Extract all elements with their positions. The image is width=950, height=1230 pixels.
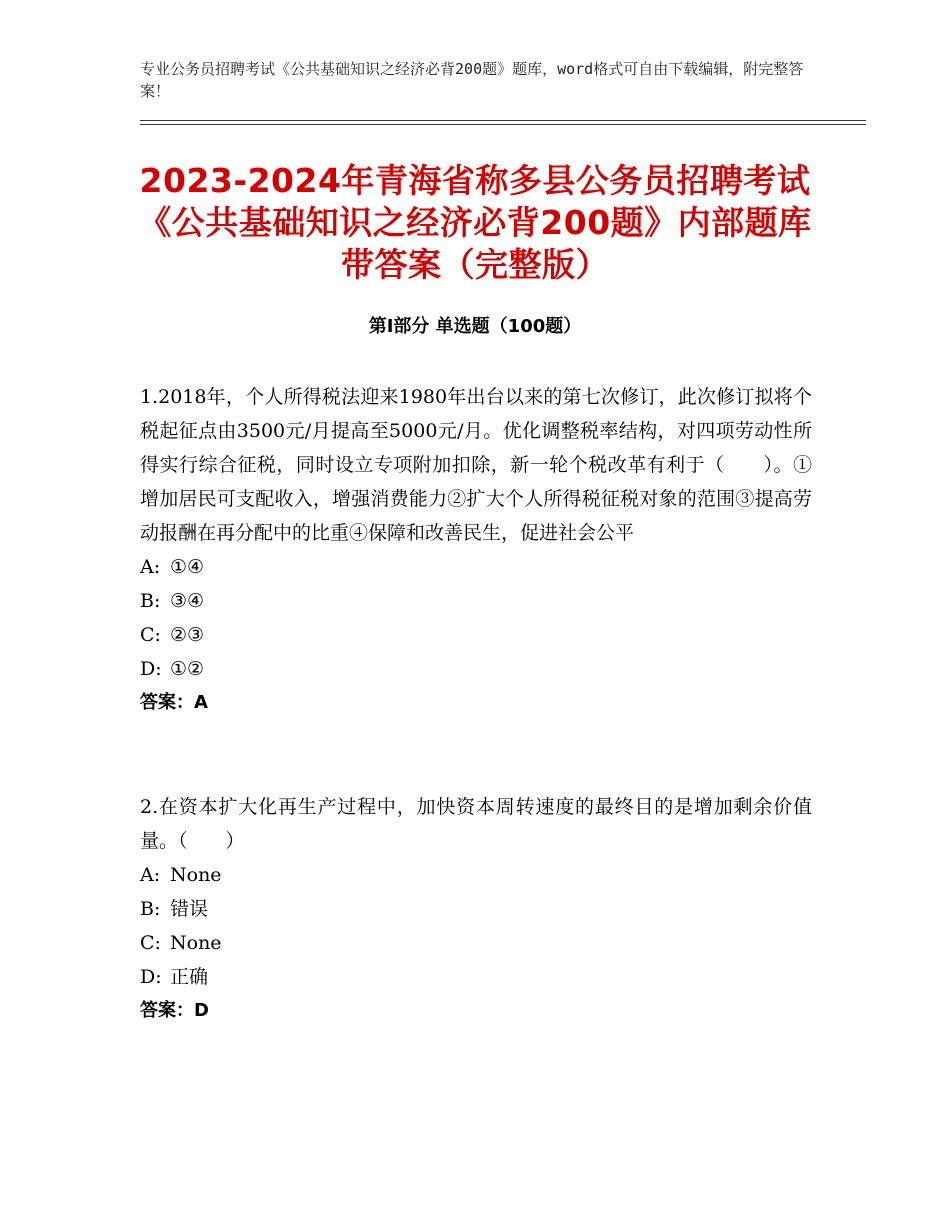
question-stem: 1.2018年，个人所得税法迎来1980年出台以来的第七次修订，此次修订拟将个税起征点由3500元/月提高至5000元/月。优化调整税率结构，对四项劳动性所得实行综合征税，同时设立专项附加扣除，新一轮个税改革有利于（ ）。①增加居民可支配收入，增强消费能力②扩大个人所得税征税对象的范围③提高劳动报酬在再分配中的比重④保障和改善民生，促进社会公平 bbox=[140, 386, 812, 544]
option-key: A: bbox=[140, 556, 161, 578]
question-block bbox=[140, 380, 812, 720]
answer-option-d bbox=[140, 652, 812, 686]
option-key: C: bbox=[140, 932, 161, 954]
option-key: B: bbox=[140, 590, 161, 612]
header-divider bbox=[140, 120, 866, 121]
option-key: A: bbox=[140, 864, 161, 886]
option-text: ②③ bbox=[170, 624, 205, 646]
option-text: ①② bbox=[170, 658, 205, 680]
option-text: 正确 bbox=[170, 966, 209, 988]
answer-option-c bbox=[140, 926, 812, 960]
document-title: 2023-2024年青海省称多县公务员招聘考试《公共基础知识之经济必背200题》内部题库带答案（完整版） bbox=[138, 161, 812, 284]
answer-line: 答案：A bbox=[140, 692, 208, 713]
option-key: C: bbox=[140, 624, 161, 646]
answer-option-b bbox=[140, 584, 812, 618]
option-text: None bbox=[170, 864, 222, 886]
answer-option-b bbox=[140, 892, 812, 926]
answer-option-a bbox=[140, 550, 812, 584]
question-block bbox=[140, 790, 812, 1028]
section-title: 第Ⅰ部分 单选题（100题） bbox=[368, 316, 582, 337]
answer-option-c bbox=[140, 618, 812, 652]
option-text: ③④ bbox=[170, 590, 205, 612]
answer-line: 答案：D bbox=[140, 1000, 209, 1021]
answer-option-d bbox=[140, 960, 812, 994]
option-text: ①④ bbox=[170, 556, 205, 578]
option-text: None bbox=[170, 932, 222, 954]
answer-option-a bbox=[140, 858, 812, 892]
option-key: D: bbox=[140, 966, 162, 988]
question-stem: 2.在资本扩大化再生产过程中，加快资本周转速度的最终目的是增加剩余价值量。（ ） bbox=[140, 796, 812, 852]
option-key: D: bbox=[140, 658, 162, 680]
option-key: B: bbox=[140, 898, 161, 920]
header-divider bbox=[140, 124, 866, 125]
header-note: 专业公务员招聘考试《公共基础知识之经济必背200题》题库，word格式可自由下载编辑，附完整答案！ bbox=[140, 60, 804, 100]
option-text: 错误 bbox=[170, 898, 209, 920]
